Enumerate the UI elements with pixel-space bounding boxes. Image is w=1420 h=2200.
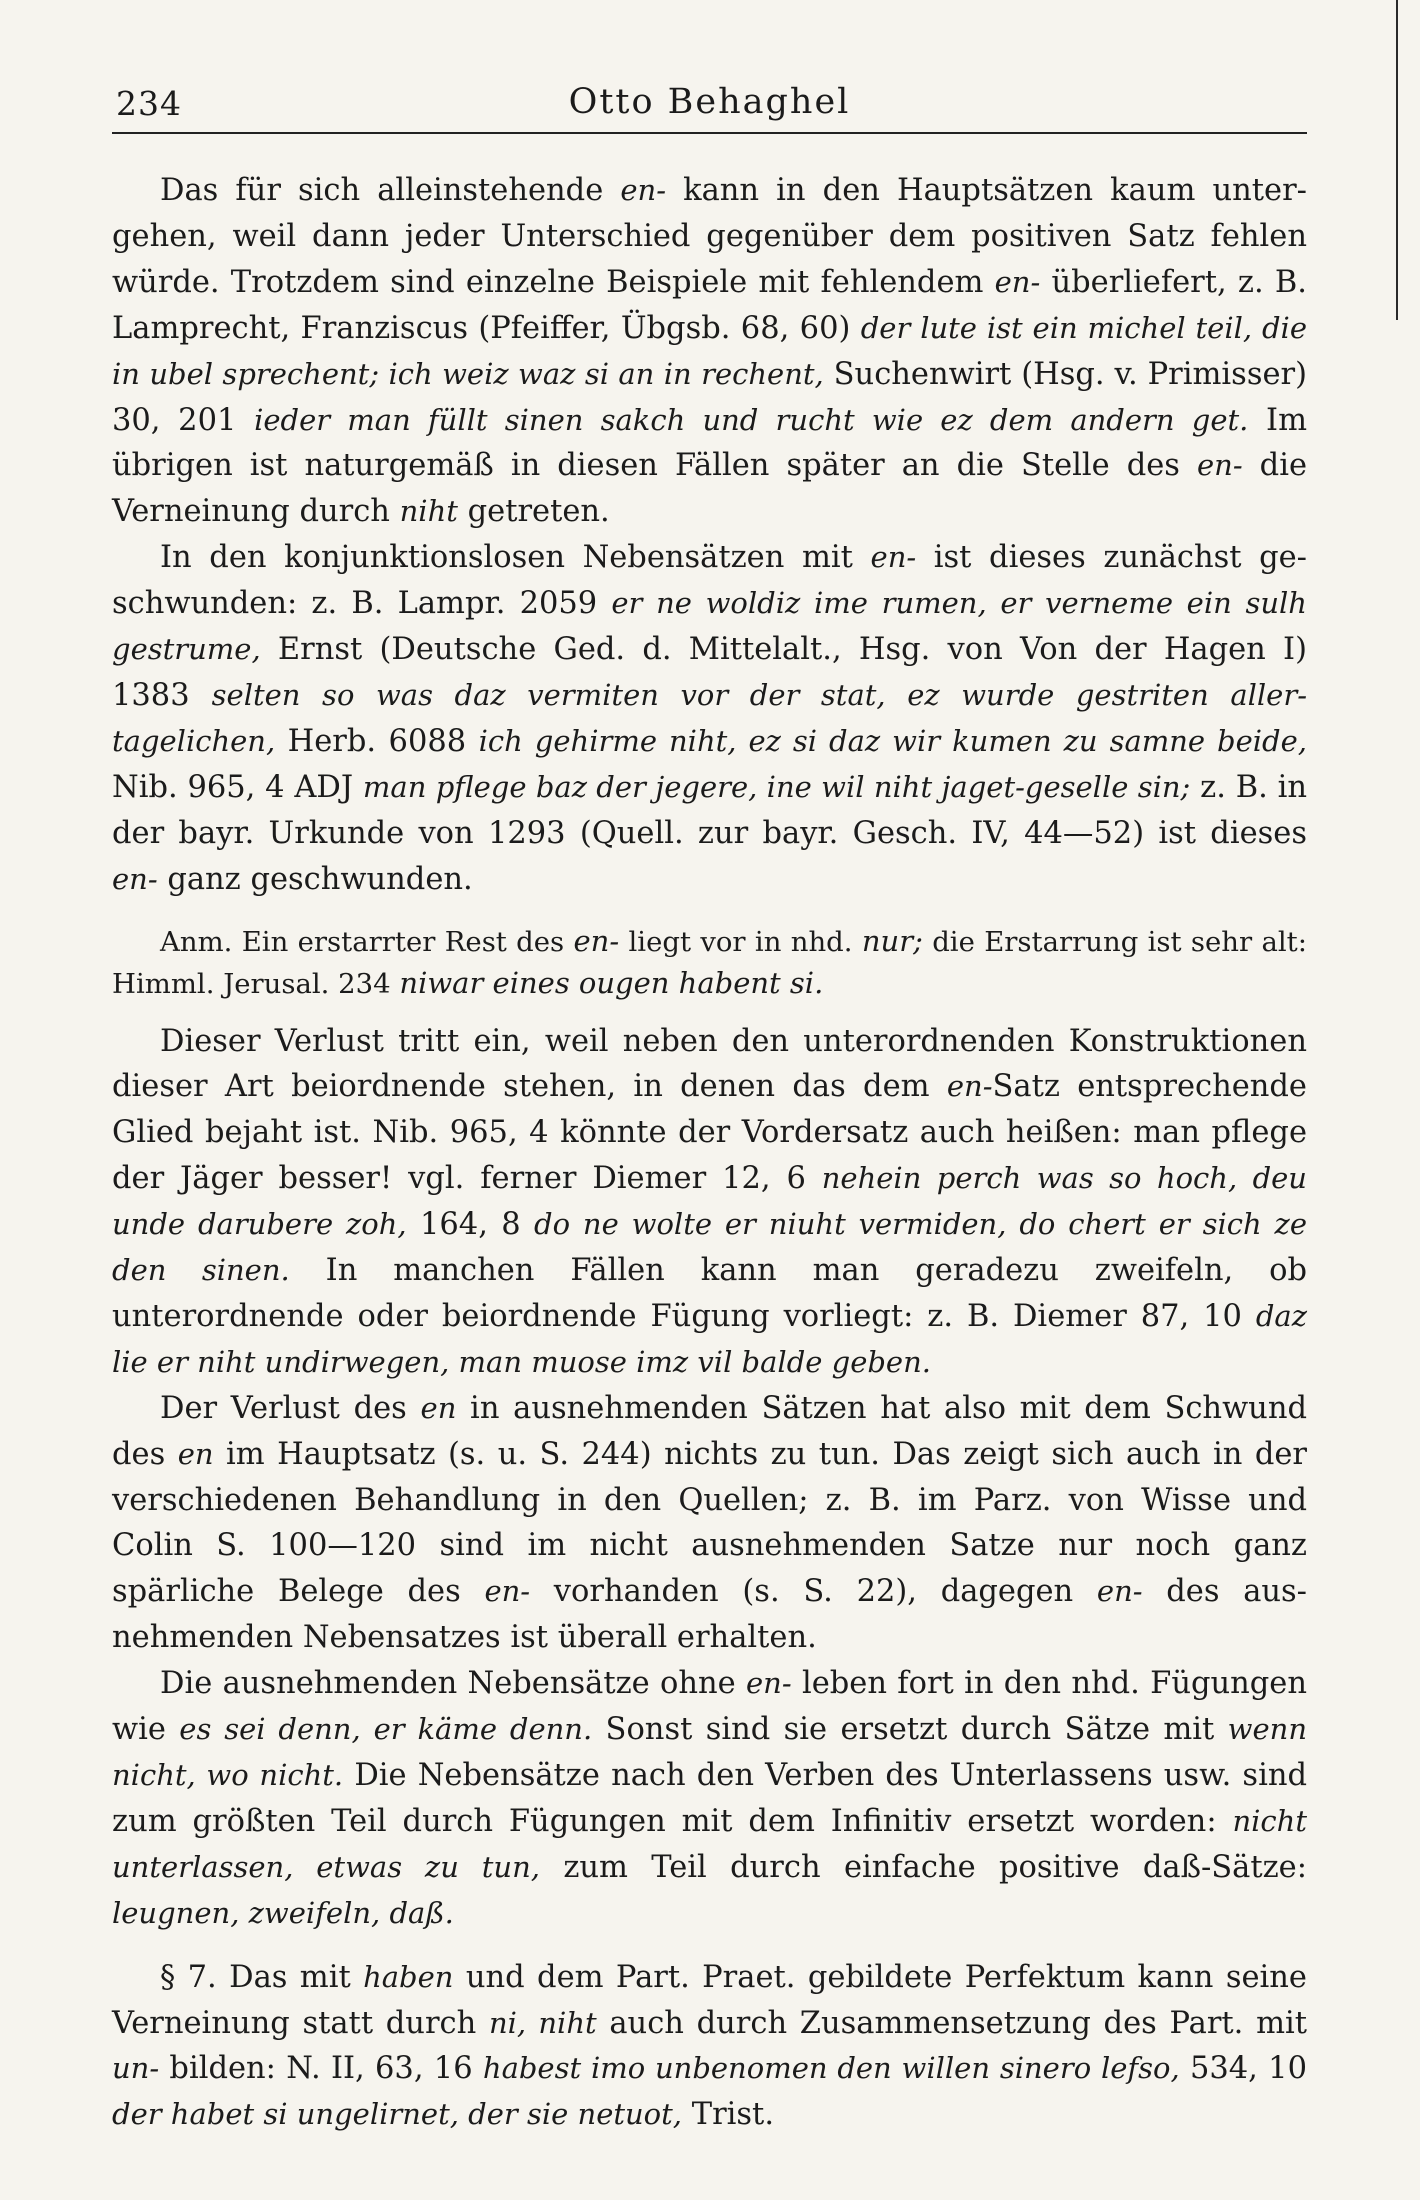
text-run: Sonst sind sie ersetzt durch Sätze mit [592,1712,1228,1748]
italic-quote: en- [994,264,1041,299]
italic-quote: en- [946,1069,993,1104]
text-run: Herb. 6088 [275,723,479,759]
running-title: Otto Behaghel [568,82,851,122]
text-run: kann in den Hauptsätzen kaum unter-gehen, weil dann jeder Unterschied gegenüber dem positiven Satz fehlen würde. Trotzdem sind einzelne Beispiele mit fehlendem [112,173,1307,300]
italic-quote: daz lie er niht undirwegen, man muose imz vil balde geben. [112,1298,1307,1379]
italic-quote: un- [112,2051,160,2086]
text-run: des aus-nehmenden Nebensatzes ist überall erhalten. [112,1574,1307,1656]
page-header [112,82,1307,134]
text-run: Trist. [682,2097,775,2133]
italic-quote: en- [746,1666,792,1701]
text-run: Suchenwirt (Hsg. v. Primisser) 30, 201 [112,356,1307,438]
text-run: auch durch Zusammensetzung des Part. mit [596,2005,1307,2041]
italic-quote: habest imo unbenomen den willen sinero lefso, [482,2051,1180,2086]
body-text [112,168,1307,2138]
italic-quote: ich gehirme niht, ez si daz wir kumen zu samne beide, [478,723,1307,758]
italic-quote: nicht unterlassen, etwas zu tun, [112,1803,1307,1884]
text-run: Der Verlust des [160,1390,421,1426]
text-run: ganz geschwunden. [157,861,473,897]
text-run: ist dieses zunächst ge-schwunden: z. B. Lampr. 2059 [112,540,1307,622]
text-run: zum Teil durch einfache positive daß-Sätze: [539,1849,1307,1885]
italic-quote: do ne wolte er niuht vermiden, do chert er sich ze den sinen. [112,1207,1308,1288]
text-run: Anm. Ein erstarrter Rest des [160,925,574,958]
italic-quote: en- [870,540,917,575]
paragraph-5 [112,1661,1307,1936]
text-run: Nib. 965, 4 ADJ [112,769,363,805]
text-run: in ausnehmenden Sätzen hat also mit dem Schwund des [112,1390,1307,1472]
italic-quote: en- [112,861,158,896]
text-run: bilden: N. II, 63, 16 [159,2051,483,2087]
text-run: vorhanden (s. S. 22), dagegen [530,1574,1097,1610]
italic-quote: selten so was daz vermiten vor der stat, ez wurde gestriten aller-tagelichen, [112,677,1307,758]
text-run: die Erstarrung ist sehr alt: Himml. Jerusal. 234 [112,925,1307,1000]
paragraph-1 [112,168,1307,535]
text-run: leben fort in den nhd. Fügungen wie [112,1666,1307,1748]
text-run: die Verneinung durch [112,448,1307,530]
text-run: z. B. in der bayr. Urkunde von 1293 (Quell. zur bayr. Gesch. IV, 44—52) ist dieses [112,769,1308,851]
italic-quote: man pflege baz der jegere, ine wil niht jaget-geselle sin; [362,769,1191,804]
italic-quote: niht [399,494,458,529]
text-run: liegt vor in nhd. [619,925,862,958]
italic-quote: der habet si ungelirnet, der sie netuot, [112,2097,683,2132]
text-run: § 7. Das mit [160,1959,364,1995]
text-run: Die Nebensätze nach den Verben des Unterlassens usw. sind zum größten Teil durch Fügungen mit dem Infinitiv ersetzt worden: [112,1758,1307,1839]
italic-quote: nur; [861,923,923,958]
text-run: In den konjunktionslosen Nebensätzen mit [160,540,871,576]
italic-quote: en- [573,923,620,958]
text-run: Ernst (Deutsche Ged. d. Mittelalt., Hsg. von Von der Hagen I) 1383 [112,632,1307,713]
italic-quote: nehein perch was so hoch, deu unde darubere zoh, [112,1161,1307,1242]
italic-quote: en- [1096,1574,1143,1609]
italic-quote: en [177,1436,214,1471]
paragraph-2 [112,535,1307,902]
text-run: 534, 10 [1179,2051,1307,2087]
text-run: Satz entsprechende Glied bejaht ist. Nib. 965, 4 könnte der Vordersatz auch heißen: man pflege der Jäger besser! vgl. ferner Diemer 12, 6 [112,1069,1307,1197]
italic-quote: niwar eines ougen habent si. [399,965,824,1000]
paragraph-3 [112,1019,1307,1386]
text-run: Das für sich alleinstehende [160,173,621,208]
text-run: Die ausnehmenden Nebensätze ohne [160,1666,747,1702]
italic-quote: leugnen, zweifeln, daß. [112,1895,454,1930]
italic-quote: er ne woldiz ime rumen, er verneme ein sulh gestrume, [112,586,1307,667]
text-run: überliefert, z. B. Lamprecht, Franziscus (Pfeiffer, Übgsb. 68, 60) [112,264,1307,346]
text-run: 164, 8 [406,1207,535,1243]
annotation-note [112,921,1307,1005]
italic-quote: haben [363,1959,454,1994]
italic-quote: en [420,1390,457,1425]
italic-quote: der lute ist ein michel teil, die in ubel sprechent; ich weiz waz si an in rechent, [112,310,1307,391]
italic-quote: ieder man füllt sinen sakch und rucht wie ez dem andern get. [254,402,1249,437]
italic-quote: ni, niht [488,2005,597,2040]
italic-quote: wenn nicht, wo nicht. [112,1712,1307,1792]
text-run: und dem Part. Praet. gebildete Perfektum kann seine Verneinung statt durch [112,1959,1307,2041]
italic-quote: en- [620,173,667,207]
text-run: im Hauptsatz (s. u. S. 244) nichts zu tun. Das zeigt sich auch in der verschiedenen Behandlung in den Quellen; z. B. im Parz. von Wisse und Colin S. 100—120 sind im nicht ausnehmenden Satze nur noch ganz spärliche Belege des [112,1436,1307,1610]
text-run: Im übrigen ist naturgemäß in diesen Fällen später an die Stelle des [112,402,1307,484]
italic-quote: en- [1197,448,1243,483]
page-number: 234 [116,84,182,123]
text-run: Dieser Verlust tritt ein, weil neben den unterordnenden Konstruktionen dieser Art beiordnende stehen, in denen das dem [112,1023,1307,1105]
page-edge-line [1396,0,1398,320]
text-run: getreten. [457,494,610,530]
text-run: In manchen Fällen kann man geradezu zweifeln, ob unterordnende oder beiordnende Fügung vorliegt: z. B. Diemer 87, 10 [112,1253,1307,1334]
paragraph-4 [112,1386,1307,1661]
italic-quote: es sei denn, er käme denn. [179,1712,593,1747]
paragraph-section-7 [112,1955,1307,2139]
italic-quote: en- [484,1574,531,1609]
